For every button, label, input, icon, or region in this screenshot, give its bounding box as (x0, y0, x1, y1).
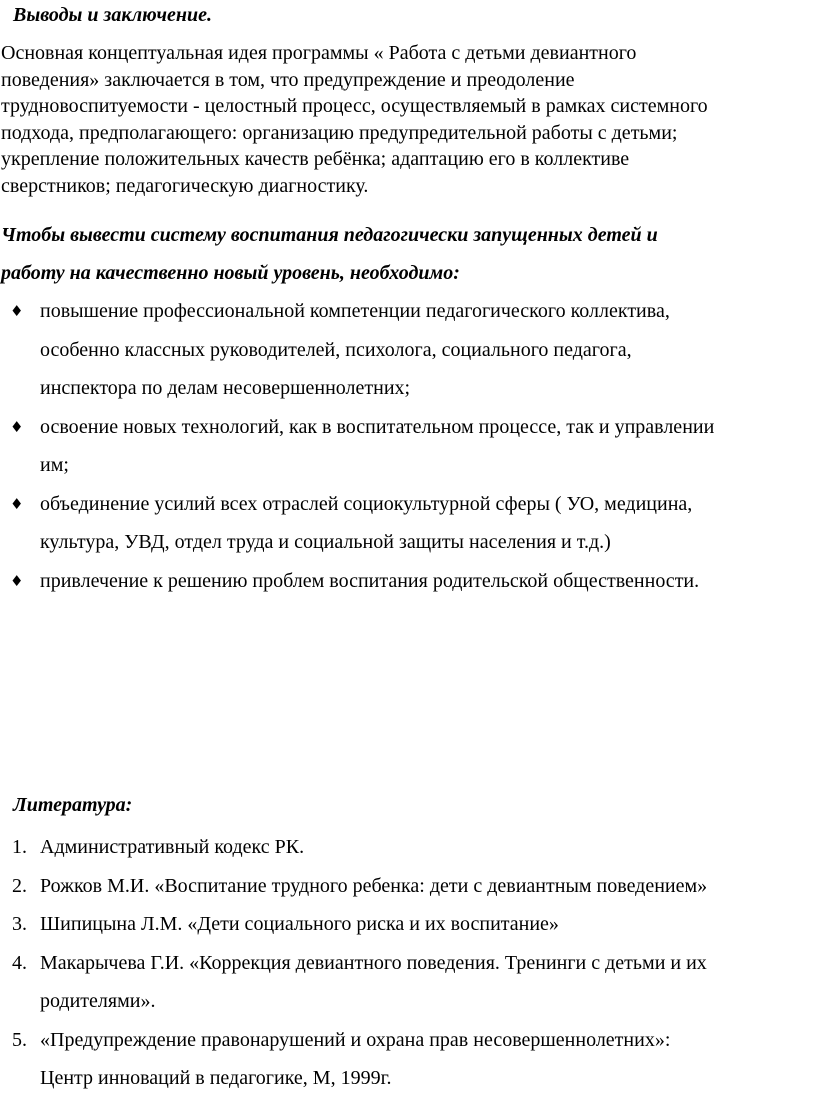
reference-number: 2. (12, 874, 27, 897)
paragraph-line: Основная концептуальная идея программы « Работа с детьми девиантного (1, 42, 637, 64)
list-item-line: объединение усилий всех отраслей социокультурной сферы ( УО, медицина, (40, 492, 693, 515)
reference-line: «Предупреждение правонарушений и охрана прав несовершеннолетних»: (40, 1028, 671, 1051)
reference-number: 4. (12, 951, 27, 974)
list-item-line: культура, УВД, отдел труда и социальной защиты населения и т.д.) (40, 531, 611, 553)
list-item (0, 485, 816, 562)
reference-number: 3. (12, 913, 27, 935)
reference-number: 5. (12, 1028, 27, 1051)
reference-item (0, 828, 816, 867)
paragraph-line: укрепление положительных качеств ребёнка; адаптацию его в коллективе (1, 148, 630, 171)
paragraph-line: поведения» заключается в том, что предупреждение и преодоление (1, 68, 575, 91)
list-item (0, 562, 816, 601)
paragraph-line: подхода, предполагающего: организацию предупредительной работы с детьми; (1, 121, 678, 144)
diamond-icon: ♦ (10, 417, 24, 436)
requirements-heading (1, 216, 811, 292)
reference-number: 1. (12, 836, 27, 858)
diamond-icon: ♦ (10, 571, 24, 590)
list-item-line: инспектора по делам несовершеннолетних; (40, 377, 411, 399)
reference-line: Административный кодекс РК. (40, 836, 305, 858)
list-item (0, 408, 816, 485)
reference-item (0, 905, 816, 944)
reference-line: родителями». (40, 990, 156, 1012)
literature-list (0, 828, 816, 1098)
diamond-icon: ♦ (10, 302, 24, 320)
list-item-line: особенно классных руководителей, психолога, социального педагога, (40, 338, 632, 361)
conclusions-paragraph (1, 40, 811, 200)
reference-line: Центр инноваций в педагогике, М, 1999г. (40, 1067, 392, 1089)
paragraph-line: сверстников; педагогическую диагностику. (1, 174, 369, 197)
heading-line: работу на качественно новый уровень, необходимо: (1, 262, 460, 284)
reference-item (0, 867, 816, 906)
list-item-line: им; (40, 454, 69, 476)
paragraph-line: трудновоспитуемости - целостный процесс, осуществляемый в рамках системного (1, 95, 708, 118)
reference-item (0, 1021, 816, 1098)
conclusions-title: Выводы и заключение. (13, 4, 212, 26)
reference-line: Шипицына Л.М. «Дети социального риска и их воспитание» (40, 913, 559, 935)
literature-title: Литература: (13, 794, 133, 816)
diamond-icon: ♦ (10, 494, 24, 513)
heading-line: Чтобы вывести систему воспитания педагогически запущенных детей и (1, 224, 658, 246)
reference-line: Рожков М.И. «Воспитание трудного ребенка: дети с девиантным поведением» (40, 874, 708, 897)
reference-item (0, 944, 816, 1021)
list-item (0, 292, 816, 408)
reference-line: Макарычева Г.И. «Коррекция девиантного поведения. Тренинги с детьми и их (40, 951, 707, 974)
list-item-line: освоение новых технологий, как в воспитательном процессе, так и управлении (40, 415, 715, 438)
list-item-line: привлечение к решению проблем воспитания родительской общественности. (40, 569, 700, 592)
list-item-line: повышение профессиональной компетенции педагогического коллектива, (40, 300, 670, 322)
requirements-list (0, 292, 816, 600)
